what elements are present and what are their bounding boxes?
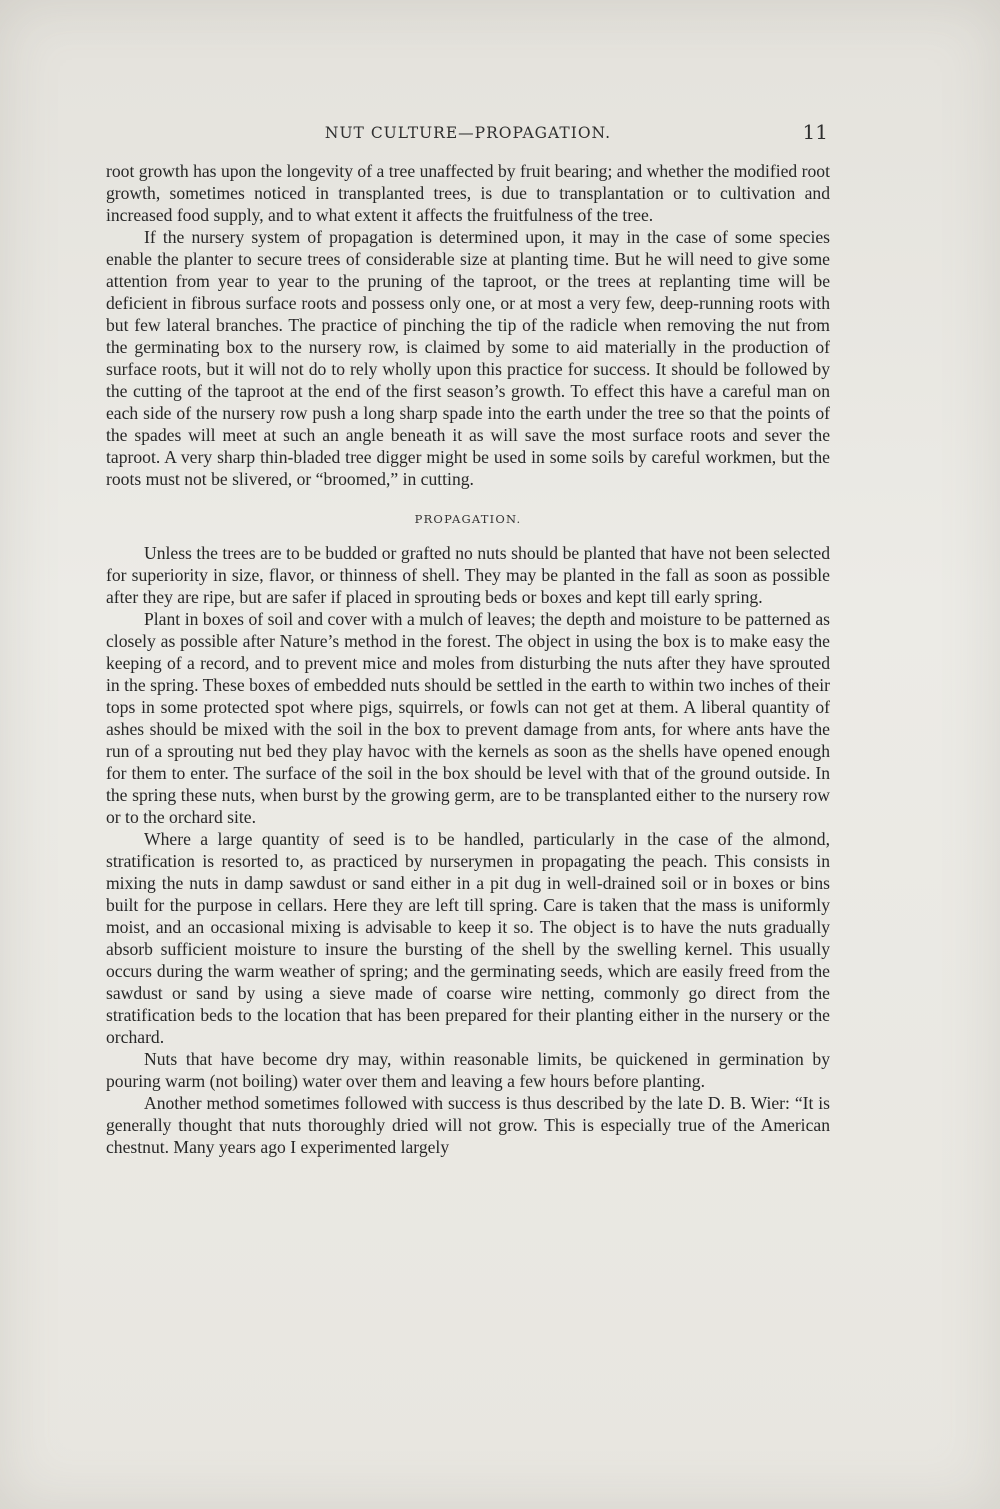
paragraph: If the nursery system of propagation is determined upon, it may in the case of some species enable the planter to secure trees of considerable size at planting time. But he will need to give some attention from year to year to the pruning of the taproot, or the trees at replanting time will be deficient in fibrous surface roots and possess only one, or at most a very few, deep-running roots with but few lateral branches. The practice of pinching the tip of the radicle when removing the nut from the germinating box to the nursery row, is claimed by some to aid materially in the production of surface roots, but it will not do to rely wholly upon this practice for success. It should be followed by the cutting of the taproot at the end of the first season’s growth. To effect this have a careful man on each side of the nursery row push a long sharp spade into the earth under the tree so that the points of the spades will meet at such an angle beneath it as will save the most surface roots and sever the taproot. A very sharp thin-bladed tree digger might be used in some soils by careful workmen, but the roots must not be slivered, or “broomed,” in cutting. xyxy=(106,227,830,489)
running-head: NUT CULTURE—PROPAGATION. xyxy=(324,124,612,142)
paragraph: Another method sometimes followed with success is thus described by the late D. B. Wier: “It is generally thought that nuts thoroughly dried will not grow. This is especially true of the American chestnut. Many years ago I experimented largely xyxy=(106,1093,830,1157)
paragraph: Where a large quantity of seed is to be handled, particularly in the case of the almond, stratification is resorted to, as practiced by nurserymen in propagating the peach. This consists in mixing the nuts in damp sawdust or sand either in a pit dug in well-drained soil or in boxes or bins built for the purpose in cellars. Here they are left till spring. Care is taken that the mass is uniformly moist, and an occasional mixing is advisable to keep it so. The object is to have the nuts gradually absorb sufficient moisture to insure the bursting of the shell by the swelling kernel. This usually occurs during the warm weather of spring; and the germinating seeds, which are easily freed from the sawdust or sand by using a sieve made of coarse wire netting, commonly go direct from the stratification beds to the location that has been prepared for their planting either in the nursery or the orchard. xyxy=(106,829,830,1047)
paragraph: Unless the trees are to be budded or grafted no nuts should be planted that have not been selected for superiority in size, flavor, or thinness of shell. They may be planted in the fall as soon as possible after they are ripe, but are safer if placed in sprouting beds or boxes and kept till early spring. xyxy=(106,543,830,607)
paragraph: Nuts that have become dry may, within reasonable limits, be quickened in germination by pouring warm (not boiling) water over them and leaving a few hours before planting. xyxy=(106,1049,830,1091)
section-heading: PROPAGATION. xyxy=(414,512,522,526)
paragraph: Plant in boxes of soil and cover with a mulch of leaves; the depth and moisture to be patterned as closely as possible after Nature’s method in the forest. The object in using the box is to make easy the keeping of a record, and to prevent mice and moles from disturbing the nuts after they have sprouted in the spring. These boxes of embedded nuts should be settled in the earth to within two inches of their tops in some protected spot where pigs, squirrels, or fowls can not get at them. A liberal quantity of ashes should be mixed with the soil in the box to prevent damage from ants, for where ants have the run of a sprouting nut bed they play havoc with the kernels as soon as the shells have opened enough for them to enter. The surface of the soil in the box should be level with that of the ground outside. In the spring these nuts, when burst by the growing germ, are to be transplanted either to the nursery row or to the orchard site. xyxy=(106,609,830,827)
body-text xyxy=(106,160,830,1158)
paragraph-continued: root growth has upon the longevity of a tree unaffected by fruit bearing; and whether the modified root growth, sometimes noticed in transplanted trees, is due to transplantation or to cultivation and increased food supply, and to what extent it affects the fruitfulness of the tree. xyxy=(106,161,830,225)
page-header xyxy=(106,120,830,148)
page-number: 11 xyxy=(802,120,828,144)
